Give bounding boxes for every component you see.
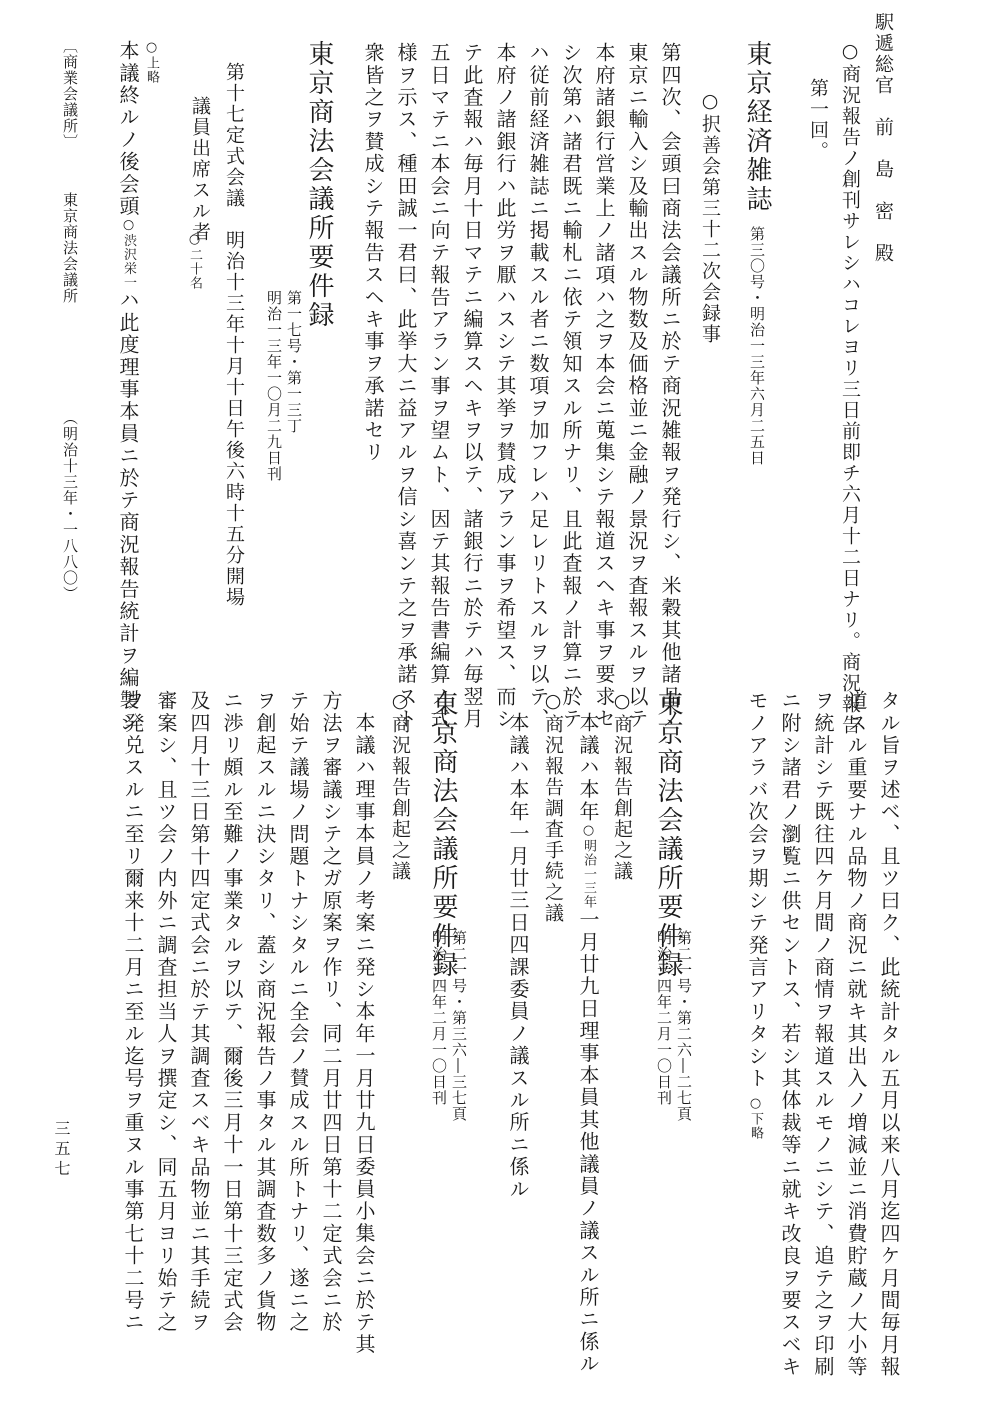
heading-procedure: ○商況報告調査手続之議 (542, 690, 564, 924)
meeting-paragraph-line: 様ヲ示ス、種田誠一君曰、此挙大ニ益アルヲ信シ喜ンテ之ヲ承諾スト (394, 42, 418, 731)
page-number: 三五七 (52, 1120, 71, 1180)
closing-text: 本議終ルノ後会頭 (116, 40, 140, 218)
meeting-paragraph-line: テ此査報ハ毎月十日マテニ編算スヘキヲ以テ、諸銀行ニ於テハ毎翌月 (460, 42, 484, 731)
hq-record-title-2: 東京商法会議所要件録 (653, 690, 683, 980)
founding-post: 一月廿九日理事本員其他議員ノ議スル所ニ係ル (576, 909, 600, 1376)
omitted-above: ○上略 (144, 40, 159, 84)
hq-record-title-3: 東京商法会議所要件録 (428, 690, 458, 980)
source-year: （明治十三年・一八八〇） (61, 410, 79, 602)
hq-record-date-2: 明治一四年二月一〇日刊 (655, 930, 673, 1106)
summary-line: モノアラバ次会ヲ期シテ発言アリタシト (745, 690, 769, 1090)
history-line: ヲ発兑スルニ至リ爾来十二月ニ至ル迄号ヲ重ヌル事第七十二号ニ (121, 690, 145, 1334)
procedure-line: 本議ハ本年一月廿三日四課委員ノ議スル所ニ係ル (506, 712, 530, 1201)
hq-record-issue: 第一七号・第一三丁 (285, 290, 303, 434)
addressee: 駅遞総官 前 島 密 殿 (872, 12, 894, 264)
meeting-paragraph-line: 五日マテニ本会ニ向テ報告アラン事ヲ望ムト、因テ其報告書編算ノ式 (427, 42, 451, 731)
closing-line (118, 40, 138, 734)
founding-line (578, 712, 598, 1375)
history-line: 審案シ、且ツ会ノ内外ニ調査担当人ヲ撰定シ、同五月ヨリ始テ之 (154, 690, 178, 1334)
meeting-heading: ○択善会第三十二次会録事 (699, 90, 721, 345)
meeting-paragraph-line: 本府ノ諸銀行ハ此労ヲ厭ハスシテ其挙ヲ賛成アラン事ヲ希望ス、而シ (493, 42, 517, 731)
history-line: 及四月十三日第十四定式会ニ於テ其調査スベキ品物並ニ其手続ヲ (187, 690, 211, 1334)
source-org: 東京商法会議所 (61, 192, 79, 304)
closing-rest: ハ此度理事本員ニ於テ商況報告統計ヲ編製シ (116, 289, 140, 734)
founding-pre: 本議ハ本年 (576, 712, 600, 823)
meiji-note: ○明治一三年 (581, 823, 596, 909)
hq-record-date: 明治一三年一〇月二九日刊 (265, 290, 283, 482)
hq-record-issue-2: 第二一号・第二六―二七頁 (675, 930, 693, 1122)
history-line: ヲ創起スルニ決シタリ、蓋シ商況報告ノ事タル其調査数多ノ貨物 (253, 690, 277, 1334)
heading-founding: ○商況報告創起之議 (611, 690, 633, 882)
omitted-below: ○下略 (748, 1096, 763, 1140)
heading-founding-2: ○商況報告創起之議 (389, 690, 411, 882)
history-line: 方法ヲ審議シテ之ガ原案ヲ作リ、同二月廿四日第十二定式会ニ於 (319, 690, 343, 1334)
meeting-paragraph-line: シ次第ハ諸君既ニ輸札ニ依テ領知スル所ナリ、且此査報ノ計算ニ於テ (559, 42, 583, 731)
notice-line-1: ○商況報告ノ創刊サレシハコレヨリ三日前即チ六月十二日ナリ。商況報告 (839, 40, 861, 736)
meeting-17: 第十七定式会議 明治十三年十月十日午後六時十五分開場 (223, 62, 245, 608)
shibusawa-note: ○渋沢栄一 (121, 217, 136, 290)
meeting-paragraph-line: 本府諸銀行営業上ノ諸項ハ之ヲ本会ニ蒐集シテ報道スヘキ事ヲ要求セ (592, 42, 616, 731)
journal-title: 東京経済雑誌 (742, 40, 772, 214)
attendance: 議員出席スル者 (189, 96, 211, 243)
history-line: 本議ハ理事本員ノ考案ニ発シ本年一月廿九日委員小集会ニ於テ其 (352, 712, 376, 1356)
summary-line: タル旨ヲ述ベ、且ツ曰ク、此統計タル五月以来八月迄四ケ月間毎月報 (877, 690, 901, 1379)
journal-issue: 第三〇号・明治一三年六月二五日 (748, 226, 766, 466)
meeting-paragraph-line: 東京ニ輸入シ及輸出スル物数及価格並ニ金融ノ景況ヲ査報スルヲ以テ (625, 42, 649, 731)
attendance-count: ○二十名 (187, 232, 202, 290)
meeting-paragraph-line: 第四次、会頭曰商法会議所ニ於テ商況雑報ヲ発行シ、米穀其他諸品ノ (658, 42, 682, 731)
summary-line: ヲ統計シテ既往四ケ月間ノ商情ヲ報道スルモノニシテ、追テ之ヲ印刷 (811, 690, 835, 1379)
hq-record-date-3: 明治一四年二月一〇日刊 (430, 930, 448, 1106)
history-line: テ始テ議場ノ問題トナシタルニ全会ノ賛成スル所トナリ、遂ニ之 (286, 690, 310, 1334)
summary-line: ニ附シ諸君ノ瀏覧ニ供セントス、若シ其体裁等ニ就キ改良ヲ要スベキ (778, 690, 802, 1379)
meeting-paragraph-line: 衆皆之ヲ賛成シテ報告スヘキ事ヲ承諾セリ (361, 42, 385, 464)
hq-record-issue-3: 第二一号・第三六―三七頁 (450, 930, 468, 1122)
meeting-paragraph-line: ハ従前経済雑誌ニ掲載スル者ニ数項ヲ加フレハ足レリトスルヲ以テ、 (526, 42, 550, 731)
hq-record-title: 東京商法会議所要件録 (304, 40, 334, 330)
notice-line-2: 第一回。 (807, 78, 829, 162)
summary-line: 道スル重要ナル品物ノ商況ニ就キ其出入ノ増減並ニ消費貯蔵ノ大小等 (844, 690, 868, 1379)
source-bracket: 〔商業会議所〕 (61, 38, 79, 150)
history-line: ニ渉リ頗ル至難ノ事業タルヲ以テ、爾後三月十一日第十三定式会 (220, 690, 244, 1334)
